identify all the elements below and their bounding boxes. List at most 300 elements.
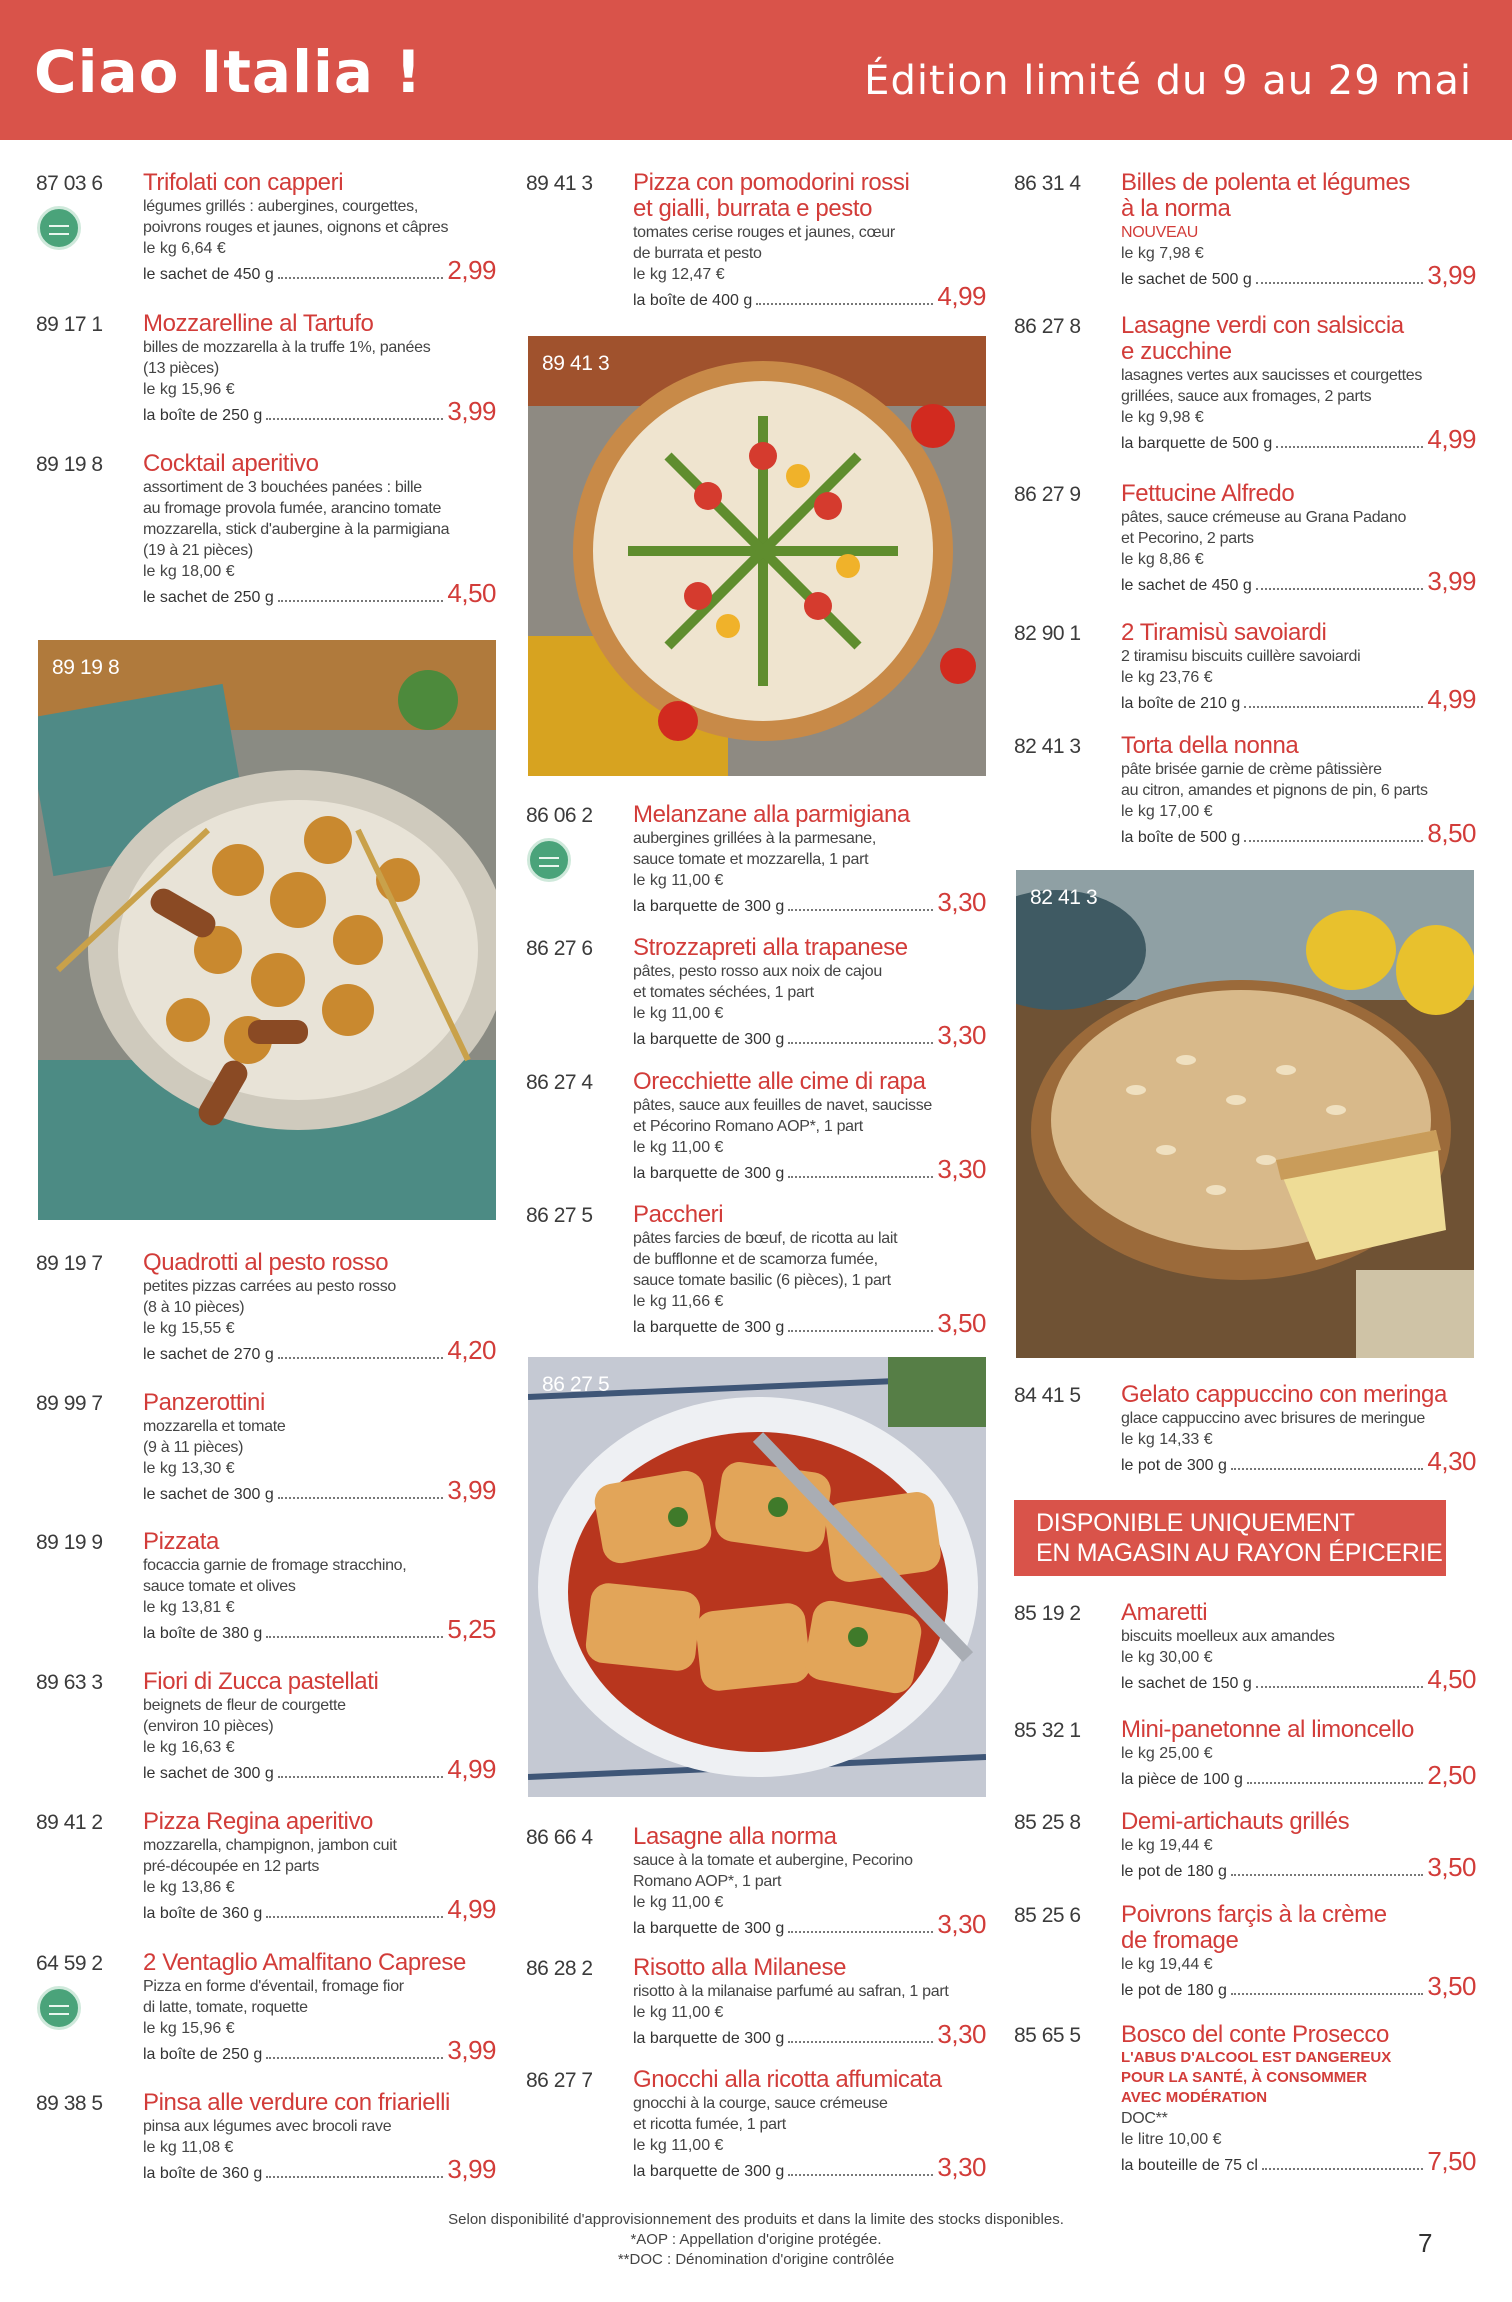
product-code: 89 38 5 [36,2092,103,2115]
package-size: la boîte de 400 g [633,292,753,309]
package-size: le sachet de 250 g [143,589,274,606]
photo-cocktail-aperitivo [38,640,496,1220]
product-details [633,802,986,918]
product-price: 3,99 [447,396,496,426]
product-price: 3,30 [937,1154,986,1184]
product-description: focaccia garnie de fromage stracchino, [143,1557,407,1574]
product-name: Lasagne alla norma [633,1823,837,1850]
product-name: Fettucine Alfredo [1121,480,1295,507]
product-description: pâte brisée garnie de crème pâtissière [1121,761,1382,778]
package-size: la boîte de 380 g [143,1625,263,1642]
footer-line: **DOC : Dénomination d'origine contrôlée [617,2251,895,2268]
product-details [143,1250,496,1366]
leader-dots [278,1776,444,1778]
product-price: 4,50 [1427,1664,1476,1694]
brand-title: Ciao Italia ! [34,38,423,106]
product-description: pré-découpée en 12 parts [143,1858,320,1875]
product-description: (environ 10 pièces) [143,1718,274,1735]
price-line [1121,2146,1476,2177]
product-name: Trifolati con capperi [143,169,344,196]
product-description: aubergines grillées à la parmesane, [633,830,876,847]
package-size: le sachet de 300 g [143,1765,274,1782]
product-code: 89 19 9 [36,1531,103,1554]
product-name: Panzerottini [143,1389,265,1416]
product-description: (13 pièces) [143,360,219,377]
package-size: le sachet de 150 g [1121,1675,1252,1692]
product-name: Pinsa alle verdure con friarielli [143,2089,450,2116]
price-per-kg: le kg 18,00 € [143,563,235,580]
product-price: 3,99 [1427,566,1476,596]
product-details [143,170,496,286]
product-code: 89 63 3 [36,1671,103,1694]
product-description: et ricotta fumée, 1 part [633,2116,786,2133]
package-size: la barquette de 300 g [633,1165,785,1182]
product-details [143,2090,496,2185]
store-only-banner [1014,1500,1446,1576]
product-description: pinsa aux légumes avec brocoli rave [143,2118,392,2135]
price-per-kg: le kg 16,63 € [143,1739,235,1756]
leader-dots [1256,282,1424,284]
leader-dots [1256,1686,1424,1688]
price-line [143,2035,496,2066]
price-per-kg: le kg 7,98 € [1121,245,1204,262]
product-code: 84 41 5 [1014,1384,1081,1407]
leader-dots [1244,706,1423,708]
price-per-kg: le kg 25,00 € [1121,1745,1213,1762]
product-name: Quadrotti al pesto rosso [143,1249,389,1276]
product-name: 2 Ventaglio Amalfitano Caprese [143,1949,466,1976]
product-code: 86 31 4 [1014,172,1081,195]
product-description: et Pécorino Romano AOP*, 1 part [633,1118,863,1135]
product-details [1121,1382,1476,1477]
banner-line: DISPONIBLE UNIQUEMENT [1036,1509,1355,1537]
product-code: 85 65 5 [1014,2024,1081,2047]
package-size: le pot de 180 g [1121,1863,1227,1880]
package-size: la barquette de 300 g [633,1319,785,1336]
product-description: assortiment de 3 bouchées panées : bille [143,479,422,496]
product-description: sauce tomate basilic (6 pièces), 1 part [633,1272,891,1289]
product-price: 3,50 [1427,1852,1476,1882]
product-code: 82 90 1 [1014,622,1081,645]
price-line [633,281,986,312]
price-line [143,396,496,427]
edition-dates: Édition limité du 9 au 29 mai [864,58,1472,104]
price-line [633,1308,986,1339]
page-number: 7 [1418,2228,1433,2258]
package-size: la boîte de 360 g [143,1905,263,1922]
price-line [1121,818,1476,849]
product-name: Pizza con pomodorini rossi et gialli, burrata e pesto [633,169,910,222]
product-name: Cocktail aperitivo [143,450,319,477]
product-price: 4,99 [1427,424,1476,454]
price-per-kg: le kg 14,33 € [1121,1431,1213,1448]
product-name: Amaretti [1121,1599,1208,1626]
package-size: la barquette de 300 g [633,1920,785,1937]
price-per-kg: le kg 19,44 € [1121,1956,1213,1973]
product-code: 87 03 6 [36,172,103,195]
leader-dots [788,1176,933,1178]
price-per-kg: le kg 15,96 € [143,381,235,398]
product-details [1121,620,1476,715]
package-size: le sachet de 300 g [143,1486,274,1503]
package-size: la boîte de 250 g [143,407,263,424]
product-description: et Pecorino, 2 parts [1121,530,1254,547]
package-size: le sachet de 500 g [1121,271,1252,288]
leader-dots [788,1931,933,1933]
product-description: mozzarella, champignon, jambon cuit [143,1837,397,1854]
price-per-kg: le kg 13,81 € [143,1599,235,1616]
product-details [633,2067,986,2183]
product-code: 86 27 7 [526,2069,593,2092]
product-description: (9 à 11 pièces) [143,1439,244,1456]
product-details [143,1809,496,1925]
leader-dots [788,1330,933,1332]
product-name: Fiori di Zucca pastellati [143,1668,379,1695]
product-details [143,1669,496,1785]
package-size: le pot de 300 g [1121,1457,1227,1474]
price-per-kg: le kg 13,86 € [143,1879,235,1896]
product-description: petites pizzas carrées au pesto rosso [143,1278,397,1295]
product-code: 86 27 8 [1014,315,1081,338]
product-details [1121,1809,1476,1883]
product-name: Demi-artichauts grillés [1121,1808,1350,1835]
leader-dots [1231,1993,1424,1995]
alcohol-warning: AVEC MODÉRATION [1121,2089,1268,2106]
price-per-kg: le kg 9,98 € [1121,409,1204,426]
page-header [0,0,1512,140]
product-price: 3,50 [937,1308,986,1338]
product-description: sauce tomate et mozzarella, 1 part [633,851,869,868]
product-description: gnocchi à la courge, sauce crémeuse [633,2095,888,2112]
product-details [633,1955,986,2050]
product-name: Melanzane alla parmigiana [633,801,910,828]
package-size: la bouteille de 75 cl [1121,2157,1258,2174]
leader-dots [1244,840,1423,842]
photo-pizza-burrata [528,336,986,776]
product-description: tomates cerise rouges et jaunes, cœur [633,224,895,241]
product-details [1121,2022,1476,2177]
package-size: la boîte de 500 g [1121,829,1241,846]
product-description: Romano AOP*, 1 part [633,1873,782,1890]
price-line [1121,684,1476,715]
product-code: 85 25 8 [1014,1811,1081,1834]
leader-dots [266,1636,443,1638]
leader-dots [266,1916,443,1918]
product-description: grillées, sauce aux fromages, 2 parts [1121,388,1372,405]
product-description: et tomates séchées, 1 part [633,984,814,1001]
product-price: 3,30 [937,2019,986,2049]
product-name: Torta della nonna [1121,732,1299,759]
vegetarian-icon [527,838,571,882]
product-description: de burrata et pesto [633,245,762,262]
product-code: 86 27 5 [526,1204,593,1227]
price-line [633,2019,986,2050]
package-size: la barquette de 300 g [633,2163,785,2180]
product-details [143,1390,496,1506]
product-name: Mini-panetonne al limoncello [1121,1716,1414,1743]
product-name: Bosco del conte Prosecco [1121,2021,1389,2048]
leader-dots [1256,588,1424,590]
vegetarian-icon [37,1986,81,2030]
product-description: lasagnes vertes aux saucisses et courgettes [1121,367,1423,384]
product-name: Gelato cappuccino con meringa [1121,1381,1447,1408]
price-per-kg: le kg 11,08 € [143,2139,234,2156]
package-size: la boîte de 210 g [1121,695,1241,712]
product-code: 85 19 2 [1014,1602,1081,1625]
product-code: 86 27 6 [526,937,593,960]
product-description: Pizza en forme d'éventail, fromage fior [143,1978,404,1995]
package-size: la boîte de 360 g [143,2165,263,2182]
price-line [1121,1664,1476,1695]
price-line [633,2152,986,2183]
product-description: pâtes farcies de bœuf, de ricotta au lait [633,1230,898,1247]
product-price: 4,20 [447,1335,496,1365]
product-code: 86 66 4 [526,1826,593,1849]
product-price: 4,99 [447,1754,496,1784]
price-line [1121,260,1476,291]
product-price: 8,50 [1427,818,1476,848]
photo-code: 89 19 8 [52,656,120,679]
package-size: le sachet de 270 g [143,1346,274,1363]
product-code: 86 28 2 [526,1957,593,1980]
product-name: Paccheri [633,1201,724,1228]
leader-dots [278,1497,444,1499]
product-name: Lasagne verdi con salsiccia e zucchine [1121,312,1404,365]
footer-line: Selon disponibilité d'approvisionnement des produits et dans la limite des stocks disponibles. [448,2211,1064,2228]
package-size: la barquette de 500 g [1121,435,1273,452]
product-details [633,170,986,312]
product-description: pâtes, sauce aux feuilles de navet, saucisse [633,1097,932,1114]
price-line [1121,1760,1476,1791]
product-description: au fromage provola fumée, arancino tomate [143,500,442,517]
product-description: pâtes, pesto rosso aux noix de cajou [633,963,882,980]
photo-paccheri [528,1357,986,1797]
product-price: 3,99 [1427,260,1476,290]
product-description: biscuits moelleux aux amandes [1121,1628,1335,1645]
product-price: 3,50 [1427,1971,1476,2001]
photo-code: 89 41 3 [542,352,610,375]
leader-dots [1247,1782,1424,1784]
product-name: Strozzapreti alla trapanese [633,934,908,961]
product-description: mozzarella et tomate [143,1418,286,1435]
product-description: billes de mozzarella à la truffe 1%, panées [143,339,431,356]
leader-dots [266,418,443,420]
price-per-kg: le kg 11,00 € [633,2137,724,2154]
product-price: 4,99 [1427,684,1476,714]
package-size: le pot de 180 g [1121,1982,1227,1999]
product-description: sauce à la tomate et aubergine, Pecorino [633,1852,913,1869]
price-line [143,1754,496,1785]
price-line [1121,566,1476,597]
product-price: 3,30 [937,1020,986,1050]
price-per-kg: le kg 6,64 € [143,240,226,257]
price-line [633,887,986,918]
leader-dots [1231,1874,1424,1876]
leader-dots [1276,446,1423,448]
price-per-kg: le kg 12,47 € [633,266,725,283]
footer-notes [0,2210,1512,2270]
price-line [633,1154,986,1185]
price-per-kg: le kg 8,86 € [1121,551,1204,568]
product-code: 86 06 2 [526,804,593,827]
product-description: glace cappuccino avec brisures de meringue [1121,1410,1426,1427]
product-code: 89 19 8 [36,453,103,476]
price-line [143,1894,496,1925]
price-line [1121,1446,1476,1477]
product-price: 4,99 [447,1894,496,1924]
product-details [143,451,496,609]
product-code: 89 17 1 [36,313,103,336]
product-price: 2,50 [1427,1760,1476,1790]
package-size: le sachet de 450 g [1121,577,1252,594]
product-price: 3,30 [937,2152,986,2182]
price-line [1121,424,1476,455]
price-line [633,1020,986,1051]
product-price: 3,30 [937,1909,986,1939]
product-description: poivrons rouges et jaunes, oignons et câpres [143,219,449,236]
product-details [1121,170,1476,291]
leader-dots [266,2176,443,2178]
price-per-kg: le kg 11,00 € [633,2004,724,2021]
price-per-kg: le kg 11,00 € [633,1139,724,1156]
price-per-kg: le litre 10,00 € [1121,2131,1222,2148]
product-code: 89 19 7 [36,1252,103,1275]
product-name: Orecchiette alle cime di rapa [633,1068,926,1095]
leader-dots [266,2057,443,2059]
price-line [143,255,496,286]
footer-line: *AOP : Appellation d'origine protégée. [630,2231,882,2248]
product-description: de bufflonne et de scamorza fumée, [633,1251,878,1268]
price-per-kg: le kg 23,76 € [1121,669,1213,686]
product-details [1121,1600,1476,1695]
leader-dots [278,600,444,602]
leader-dots [278,277,444,279]
product-description: sauce tomate et olives [143,1578,296,1595]
price-line [633,1909,986,1940]
alcohol-warning: POUR LA SANTÉ, À CONSOMMER [1121,2069,1368,2086]
leader-dots [788,1042,933,1044]
price-per-kg: le kg 15,55 € [143,1320,235,1337]
leader-dots [278,1357,444,1359]
product-code: 82 41 3 [1014,735,1081,758]
leader-dots [788,2174,933,2176]
leader-dots [1262,2168,1423,2170]
price-per-kg: le kg 11,00 € [633,872,724,889]
product-code: 89 41 2 [36,1811,103,1834]
product-name: Risotto alla Milanese [633,1954,847,1981]
package-size: la barquette de 300 g [633,1031,785,1048]
product-name: Pizzata [143,1528,219,1555]
price-per-kg: le kg 15,96 € [143,2020,235,2037]
banner-line: EN MAGASIN AU RAYON ÉPICERIE [1036,1539,1443,1567]
product-description: (19 à 21 pièces) [143,542,253,559]
product-details [1121,1717,1476,1791]
product-name: Poivrons farçis à la crème de fromage [1121,1901,1387,1954]
designation: DOC** [1121,2110,1168,2127]
product-code: 89 99 7 [36,1392,103,1415]
product-code: 64 59 2 [36,1952,103,1975]
product-description: di latte, tomate, roquette [143,1999,308,2016]
product-details [633,935,986,1051]
product-price: 7,50 [1427,2146,1476,2176]
photo-code: 82 41 3 [1030,886,1098,909]
leader-dots [788,2041,933,2043]
price-line [143,1475,496,1506]
price-line [1121,1852,1476,1883]
price-line [143,1335,496,1366]
leader-dots [788,909,933,911]
vegetarian-icon [37,206,81,250]
price-per-kg: le kg 30,00 € [1121,1649,1213,1666]
product-name: Mozzarelline al Tartufo [143,310,374,337]
package-size: la barquette de 300 g [633,898,785,915]
price-line [143,578,496,609]
product-price: 5,25 [447,1614,496,1644]
product-price: 3,99 [447,2035,496,2065]
price-line [143,1614,496,1645]
product-description: (8 à 10 pièces) [143,1299,245,1316]
package-size: la barquette de 300 g [633,2030,785,2047]
package-size: la boîte de 250 g [143,2046,263,2063]
price-per-kg: le kg 17,00 € [1121,803,1213,820]
product-details [1121,313,1476,455]
product-code: 86 27 4 [526,1071,593,1094]
price-line [1121,1971,1476,2002]
product-code: 85 32 1 [1014,1719,1081,1742]
product-details [143,1950,496,2066]
product-price: 4,50 [447,578,496,608]
product-details [1121,1902,1476,2002]
product-description: risotto à la milanaise parfumé au safran, 1 part [633,1983,949,2000]
product-description: au citron, amandes et pignons de pin, 6 parts [1121,782,1428,799]
product-description: légumes grillés : aubergines, courgettes, [143,198,418,215]
product-details [633,1202,986,1339]
photo-code: 86 27 5 [542,1373,610,1396]
product-price: 2,99 [447,255,496,285]
product-description: pâtes, sauce crémeuse au Grana Padano [1121,509,1407,526]
product-description: beignets de fleur de courgette [143,1697,346,1714]
product-price: 3,99 [447,2154,496,2184]
price-line [143,2154,496,2185]
alcohol-warning: L'ABUS D'ALCOOL EST DANGEREUX [1121,2049,1392,2066]
price-per-kg: le kg 19,44 € [1121,1837,1213,1854]
product-code: 86 27 9 [1014,483,1081,506]
product-price: 3,30 [937,887,986,917]
product-name: 2 Tiramisù savoiardi [1121,619,1327,646]
product-details [1121,481,1476,597]
price-per-kg: le kg 11,00 € [633,1005,724,1022]
product-name: Billes de polenta et légumes à la norma [1121,169,1410,222]
product-code: 85 25 6 [1014,1904,1081,1927]
photo-torta-della-nonna [1016,870,1474,1358]
price-per-kg: le kg 11,66 € [633,1293,724,1310]
product-name: Gnocchi alla ricotta affumicata [633,2066,942,2093]
product-price: 4,99 [937,281,986,311]
product-description: 2 tiramisu biscuits cuillère savoiardi [1121,648,1361,665]
package-size: la pièce de 100 g [1121,1771,1243,1788]
product-details [633,1069,986,1185]
leader-dots [1231,1468,1424,1470]
new-tag: NOUVEAU [1121,224,1199,241]
product-details [1121,733,1476,849]
product-details [143,311,496,427]
price-per-kg: le kg 13,30 € [143,1460,235,1477]
price-per-kg: le kg 11,00 € [633,1894,724,1911]
product-code: 89 41 3 [526,172,593,195]
product-price: 3,99 [447,1475,496,1505]
product-description: mozzarella, stick d'aubergine à la parmigiana [143,521,450,538]
leader-dots [756,303,933,305]
